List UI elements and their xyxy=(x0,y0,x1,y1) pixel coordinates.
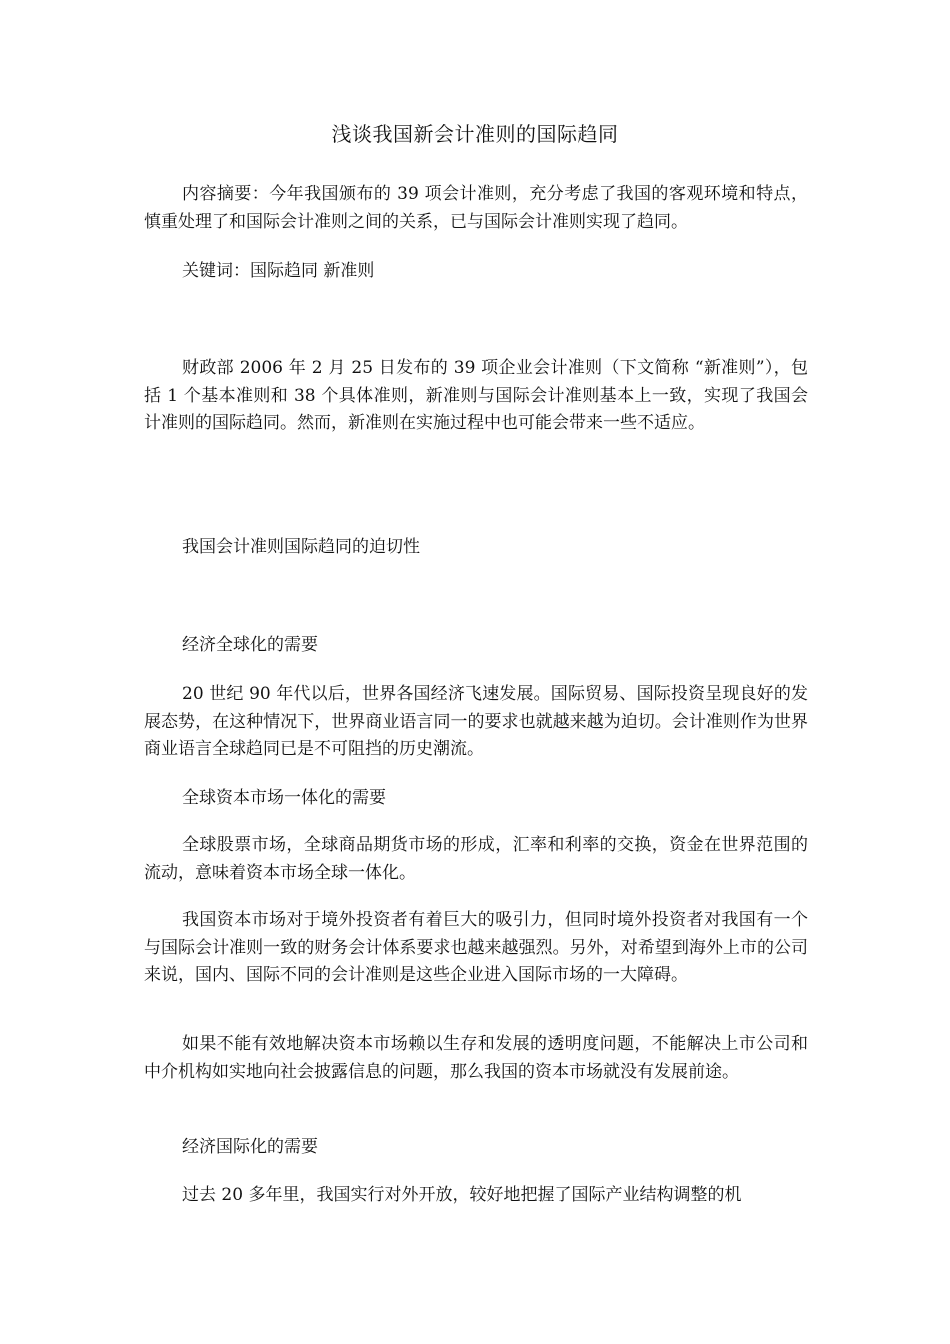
intro-paragraph: 财政部 2006 年 2 月 25 日发布的 39 项企业会计准则（下文简称 “新准则”），包括 1 个基本准则和 38 个具体准则，新准则与国际会计准则基本上一致，实现了我国会计准则的国际趋同。然而，新准则在实施过程中也可能会带来一些不适应。 xyxy=(144,358,808,433)
section-heading: 我国会计准则国际趋同的迫切性 xyxy=(182,537,420,557)
capital-market-paragraph-3: 如果不能有效地解决资本市场赖以生存和发展的透明度问题，不能解决上市公司和中介机构如实地向社会披露信息的问题，那么我国的资本市场就没有发展前途。 xyxy=(144,1034,808,1082)
keywords-line: 关键词：国际趋同 新准则 xyxy=(182,261,375,281)
document-title: 浅谈我国新会计准则的国际趋同 xyxy=(331,122,619,146)
subsection-heading-globalization: 经济全球化的需要 xyxy=(182,635,318,655)
abstract-paragraph: 内容摘要：今年我国颁布的 39 项会计准则，充分考虑了我国的客观环境和特点，慎重处理了和国际会计准则之间的关系，已与国际会计准则实现了趋同。 xyxy=(144,184,808,232)
capital-market-paragraph-2: 我国资本市场对于境外投资者有着巨大的吸引力，但同时境外投资者对我国有一个与国际会计准则一致的财务会计体系要求也越来越强烈。另外，对希望到海外上市的公司来说，国内、国际不同的会计准则是这些企业进入国际市场的一大障碍。 xyxy=(144,910,808,985)
subsection-heading-internationalization: 经济国际化的需要 xyxy=(182,1137,318,1157)
internationalization-paragraph: 过去 20 多年里，我国实行对外开放，较好地把握了国际产业结构调整的机 xyxy=(182,1185,742,1205)
capital-market-paragraph-1: 全球股票市场，全球商品期货市场的形成，汇率和利率的交换，资金在世界范围的流动，意味着资本市场全球一体化。 xyxy=(144,835,808,883)
globalization-paragraph: 20 世纪 90 年代以后，世界各国经济飞速发展。国际贸易、国际投资呈现良好的发展态势，在这种情况下，世界商业语言同一的要求也就越来越为迫切。会计准则作为世界商业语言全球趋同已是不可阻挡的历史潮流。 xyxy=(144,684,808,759)
subsection-heading-capital-market: 全球资本市场一体化的需要 xyxy=(182,788,386,808)
